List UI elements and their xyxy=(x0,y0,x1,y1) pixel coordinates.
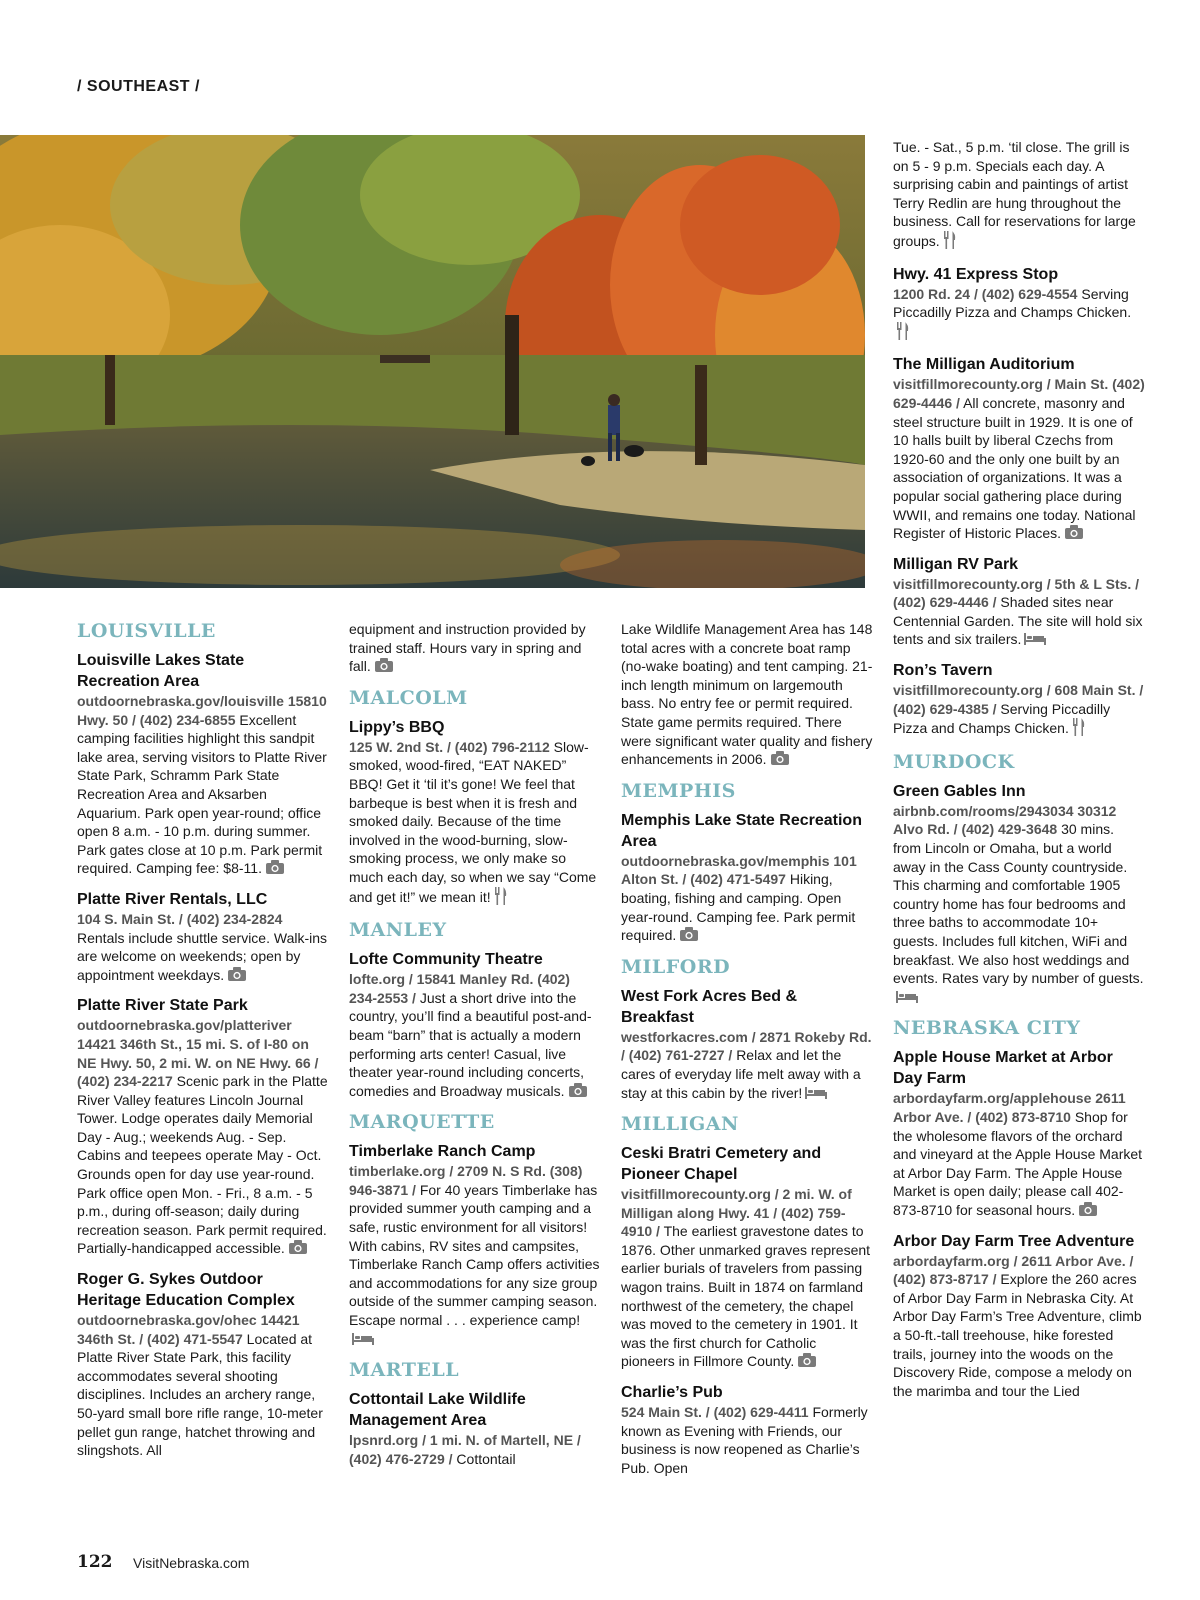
listing-description: The earliest gravestone dates to 1876. Other unmarked graves represent earlier burials of travelers from passing wagon trains. Built in 1874 on farmland northwest of the cemetery, the chapel was moved to the cemetery in 1901. It was the first church for Catholic pioneers in Fillmore County. xyxy=(621,1223,871,1370)
listing-description: All concrete, masonry and steel structure built in 1929. It is one of 10 halls built by liberal Czechs from 1920-60 and the only one built by an association of organizations. It was a popular social gathering place during WWII, and remains one today. National Register of Historic Places. xyxy=(893,394,1136,542)
listing-description: Shop for the wholesome flavors of the orchard and vineyard at the Apple House Market at Arbor Day Farm. The Apple House Market is open daily; please call 402-873-8710 for seasonal hours. xyxy=(893,1108,1143,1218)
camera-icon xyxy=(679,927,699,946)
listing-entry xyxy=(77,650,329,879)
listing-entry xyxy=(893,1231,1145,1401)
listing-text xyxy=(893,138,1145,254)
listing-description: 30 mins. from Lincoln or Omaha, but a world away in the Cass County countryside. This charming and comfortable 1905 country home has four bedrooms and three baths to accommodate 10+ guests. Includes full kitchen, WiFi and breakfast. We also host weddings and events. Rates vary by number of guests. xyxy=(893,821,1144,987)
camera-icon xyxy=(265,860,285,879)
listing-entry xyxy=(349,1389,601,1468)
listing-text xyxy=(621,620,873,770)
listing-text xyxy=(349,620,601,677)
listing-text xyxy=(349,1162,601,1349)
listing-entry xyxy=(893,660,1145,741)
town-heading: MURDOCK xyxy=(893,750,1015,773)
listing-description: Excellent camping facilities highlight this sandpit lake area, serving visitors to Platte River State Park, Schramm Park State Recreation Area and Aksarben Aquarium. Park open year-round; office open 8 a.m. - 10 p.m. during summer. Park gates close at 10 p.m. Park permit required. Camping fee: $8-11. xyxy=(77,711,327,877)
listing-name: Roger G. Sykes Outdoor Heritage Education Complex xyxy=(77,1271,295,1310)
listing-name: Green Gables Inn xyxy=(893,782,1026,800)
town-heading: MILLIGAN xyxy=(621,1113,739,1136)
listing-entry xyxy=(621,986,873,1103)
listing-name: Apple House Market at Arbor Day Farm xyxy=(893,1049,1113,1088)
listing-text xyxy=(893,681,1145,741)
camera-icon xyxy=(288,1240,308,1259)
listing-contact: outdoornebraska.gov/platteriver 14421 346th St., 15 mi. S. of I-80 on NE Hwy. 50, 2 mi. W. on NE Hwy. 66 / (402) 234-2217 xyxy=(77,1017,319,1090)
listing-entry xyxy=(893,264,1145,345)
camera-icon xyxy=(1078,1202,1098,1221)
listing-description: Explore the 260 acres of Arbor Day Farm in Nebraska City. At Arbor Day Farm’s Tree Adventure, climb a 50-ft.-tall treehouse, hike forested trails, journey into the woods on the Discovery Ride, compose a melody on the marimba and tour the Lied xyxy=(893,1271,1142,1399)
listing-text xyxy=(621,1403,873,1477)
listing-description: Slow-smoked, wood-fired, “EAT NAKED” BBQ! Get it ‘til it’s gone! We feel that barbeque is best when it is fresh and smoked daily. Because of the time involved in the wood-burning, slow-smoking process, we only make so much each day, so when we say “Come and get it!” we mean it! xyxy=(349,738,597,905)
fork-knife-icon xyxy=(1072,718,1086,741)
listing-text xyxy=(893,285,1145,345)
camera-icon xyxy=(568,1083,588,1102)
listing-entry xyxy=(621,1143,873,1372)
listing-name: West Fork Acres Bed & Breakfast xyxy=(621,987,798,1026)
listing-entry xyxy=(349,949,601,1101)
listing-name: Ron’s Tavern xyxy=(893,662,993,680)
town-heading: LOUISVILLE xyxy=(77,620,216,642)
listing-contact: arbordayfarm.org / 2611 Arbor Ave. / (402) 873-8717 / xyxy=(893,1252,1134,1288)
column-4 xyxy=(893,138,1145,1410)
listing-text xyxy=(349,738,601,909)
listing-contact: westforkacres.com / 2871 Rokeby Rd. / (402) 761-2727 / xyxy=(621,1028,872,1064)
listing-name: Louisville Lakes State Recreation Area xyxy=(77,652,245,690)
listing-text xyxy=(893,1252,1145,1401)
town-heading: MARTELL xyxy=(349,1359,460,1382)
town-heading: MARQUETTE xyxy=(349,1111,495,1134)
listing-contact: arbordayfarm.org/applehouse 2611 Arbor Ave. / (402) 873-8710 xyxy=(893,1090,1126,1125)
listing-entry xyxy=(77,1269,329,1460)
listing-description: Shaded sites near Centennial Garden. The site will hold six tents and six trailers. xyxy=(893,594,1143,648)
listing-text xyxy=(893,575,1145,650)
listing-contact: outdoornebraska.gov/ohec 14421 346th St. / (402) 471-5547 xyxy=(77,1312,300,1347)
listing-contact: 524 Main St. / (402) 629-4411 xyxy=(621,1404,809,1421)
listing-description: equipment and instruction provided by trained staff. Hours vary in spring and fall. xyxy=(349,621,586,675)
listing-name: Hwy. 41 Express Stop xyxy=(893,265,1059,283)
listing-entry xyxy=(77,889,329,985)
town-heading: MALCOLM xyxy=(349,686,468,709)
listing-text xyxy=(893,375,1145,543)
listing-description: Relax and let the cares of everyday life melt away with a stay at this cabin by the river! xyxy=(621,1047,861,1101)
listing-entry xyxy=(621,810,873,946)
listing-description: Formerly known as Evening with Friends, our business is now reopened as Charlie’s Pub. Open xyxy=(621,1404,868,1476)
listing-name: Cottontail Lake Wildlife Management Area xyxy=(349,1391,526,1430)
town-heading: NEBRASKA CITY xyxy=(893,1017,1081,1040)
fork-knife-icon xyxy=(896,322,910,345)
column-1 xyxy=(77,620,329,1470)
bed-icon xyxy=(805,1085,827,1104)
bed-icon xyxy=(352,1331,374,1350)
listing-name: Arbor Day Farm Tree Adventure xyxy=(893,1232,1135,1250)
listing-name: Charlie’s Pub xyxy=(621,1384,723,1402)
listing-entry xyxy=(893,554,1145,650)
camera-icon xyxy=(797,1353,817,1372)
column-2 xyxy=(349,620,601,1478)
listing-contact: visitfillmorecounty.org / Main St. (402) 629-4446 / xyxy=(893,376,1145,411)
page-number: 122 xyxy=(77,1552,113,1572)
listing-text xyxy=(893,802,1145,1008)
listing-contact: visitfillmorecounty.org / 5th & L Sts. / (402) 629-4446 / xyxy=(893,575,1140,611)
fork-knife-icon xyxy=(494,887,508,910)
listing-text xyxy=(621,1185,873,1372)
listing-name: Lofte Community Theatre xyxy=(349,951,543,969)
listing-description: Located at Platte River State Park, this facility accommodates several shooting disciplines. Includes an archery range, 50-yard small bore rifle range, 10-meter pellet gun range, hatchet throwing and slingshots. All xyxy=(77,1330,323,1459)
listing-entry xyxy=(893,354,1145,543)
hero-photo xyxy=(0,135,865,588)
listing-description: Scenic park in the Platte River Valley features Lincoln Journal Tower. Lodge operates daily Memorial Day - Aug.; weekends Aug. - Sep. Cabins and teepees operate May - Oct. Grounds open for day use year-round. Park office open Mon. - Fri., 8 a.m. - 5 p.m., during off-season; daily during recreation season. Park permit required. Partially-handicapped accessible. xyxy=(77,1073,328,1257)
camera-icon xyxy=(227,967,247,986)
listing-entry xyxy=(621,1382,873,1477)
bed-icon xyxy=(1024,631,1046,650)
camera-icon xyxy=(374,658,394,677)
listing-text xyxy=(349,1431,601,1468)
column-3 xyxy=(621,620,873,1487)
listing-description: Tue. - Sat., 5 p.m. ‘til close. The grill is on 5 - 9 p.m. Specials each day. A surprising cabin and paintings of artist Terry Redlin are hung throughout the business. Call for reservations for large groups. xyxy=(893,139,1136,249)
listing-description: Just a short drive into the country, you’ll find a beautiful post-and-beam “barn” that is actually a modern performing arts center! Casual, live theater year-round including concerts, comedies and Broadway musicals. xyxy=(349,989,592,1099)
listing-contact: 104 S. Main St. / (402) 234-2824 xyxy=(77,910,283,927)
listing-name: Timberlake Ranch Camp xyxy=(349,1143,536,1161)
listing-name: Platte River State Park xyxy=(77,997,248,1015)
listing-contact: visitfillmorecounty.org / 608 Main St. / (402) 629-4385 / xyxy=(893,682,1144,717)
listing-text xyxy=(77,1311,329,1460)
listing-text xyxy=(77,692,329,879)
town-heading: MILFORD xyxy=(621,955,731,978)
listing-name: Ceski Bratri Cemetery and Pioneer Chapel xyxy=(621,1145,822,1184)
listing-contact: 1200 Rd. 24 / (402) 629-4554 xyxy=(893,285,1078,302)
camera-icon xyxy=(1064,525,1084,544)
listing-description: Cottontail xyxy=(456,1450,516,1467)
town-heading: MANLEY xyxy=(349,919,447,942)
listing-entry xyxy=(349,1141,601,1349)
listing-name: Milligan RV Park xyxy=(893,555,1019,573)
section-label: / SOUTHEAST / xyxy=(77,78,200,95)
listing-entry xyxy=(349,717,601,909)
listing-description: Serving Piccadilly Pizza and Champs Chicken. xyxy=(893,285,1132,321)
listing-description: Lake Wildlife Management Area has 148 total acres with a concrete boat ramp (no-wake boating) and tent camping. 21-inch length minimum on largemouth bass. No entry fee or permit required. State game permits required. There were significant water quality and fishery enhancements in 2006. xyxy=(621,621,873,768)
listing-text xyxy=(893,1089,1145,1220)
listing-entry xyxy=(893,138,1145,254)
listing-contact: 125 W. 2nd St. / (402) 796-2112 xyxy=(349,738,550,755)
listing-entry xyxy=(349,620,601,677)
listing-text xyxy=(621,1028,873,1103)
listing-contact: lofte.org / 15841 Manley Rd. (402) 234-2553 / xyxy=(349,971,570,1006)
town-heading: MEMPHIS xyxy=(621,779,736,802)
listing-entry xyxy=(77,995,329,1259)
listing-text xyxy=(77,910,329,985)
listing-contact: timberlake.org / 2709 N. S Rd. (308) 946-3871 / xyxy=(349,1163,583,1198)
listing-name: Memphis Lake State Recreation Area xyxy=(621,811,862,850)
bed-icon xyxy=(896,989,918,1008)
listing-description: Serving Piccadilly Pizza and Champs Chicken. xyxy=(893,700,1111,737)
listing-contact: airbnb.com/rooms/2943034 30312 Alvo Rd. / (402) 429-3648 xyxy=(893,802,1117,838)
listing-text xyxy=(77,1016,329,1259)
listing-entry xyxy=(621,620,873,770)
listing-name: Platte River Rentals, LLC xyxy=(77,890,268,908)
listing-text xyxy=(349,970,601,1101)
listing-contact: lpsnrd.org / 1 mi. N. of Martell, NE / (402) 476-2729 / xyxy=(349,1432,581,1467)
listing-text xyxy=(621,852,873,946)
camera-icon xyxy=(770,751,790,770)
listing-contact: outdoornebraska.gov/memphis 101 Alton St. / (402) 471-5497 xyxy=(621,852,857,888)
listing-description: For 40 years Timberlake has provided summer youth camping and a safe, rustic environment for all visitors! With cabins, RV sites and campsites, Timberlake Ranch Camp offers activities and accommodations for any size group outside of the summer camping season. Escape normal . . . experience camp! xyxy=(349,1181,600,1329)
listing-description: Rentals include shuttle service. Walk-ins are welcome on weekends; open by appointment weekdays. xyxy=(77,929,328,983)
listing-entry xyxy=(893,1047,1145,1220)
listing-entry xyxy=(893,781,1145,1008)
listing-contact: outdoornebraska.gov/louisville 15810 Hwy. 50 / (402) 234-6855 xyxy=(77,693,327,728)
listing-description: Hiking, boating, fishing and camping. Open year-round. Camping fee. Park permit required. xyxy=(621,871,856,944)
footer-site: VisitNebraska.com xyxy=(133,1555,250,1571)
listing-name: Lippy’s BBQ xyxy=(349,718,445,736)
listing-contact: visitfillmorecounty.org / 2 mi. W. of Milligan along Hwy. 41 / (402) 759-4910 / xyxy=(621,1186,852,1240)
fork-knife-icon xyxy=(943,231,957,254)
listing-name: The Milligan Auditorium xyxy=(893,356,1075,374)
